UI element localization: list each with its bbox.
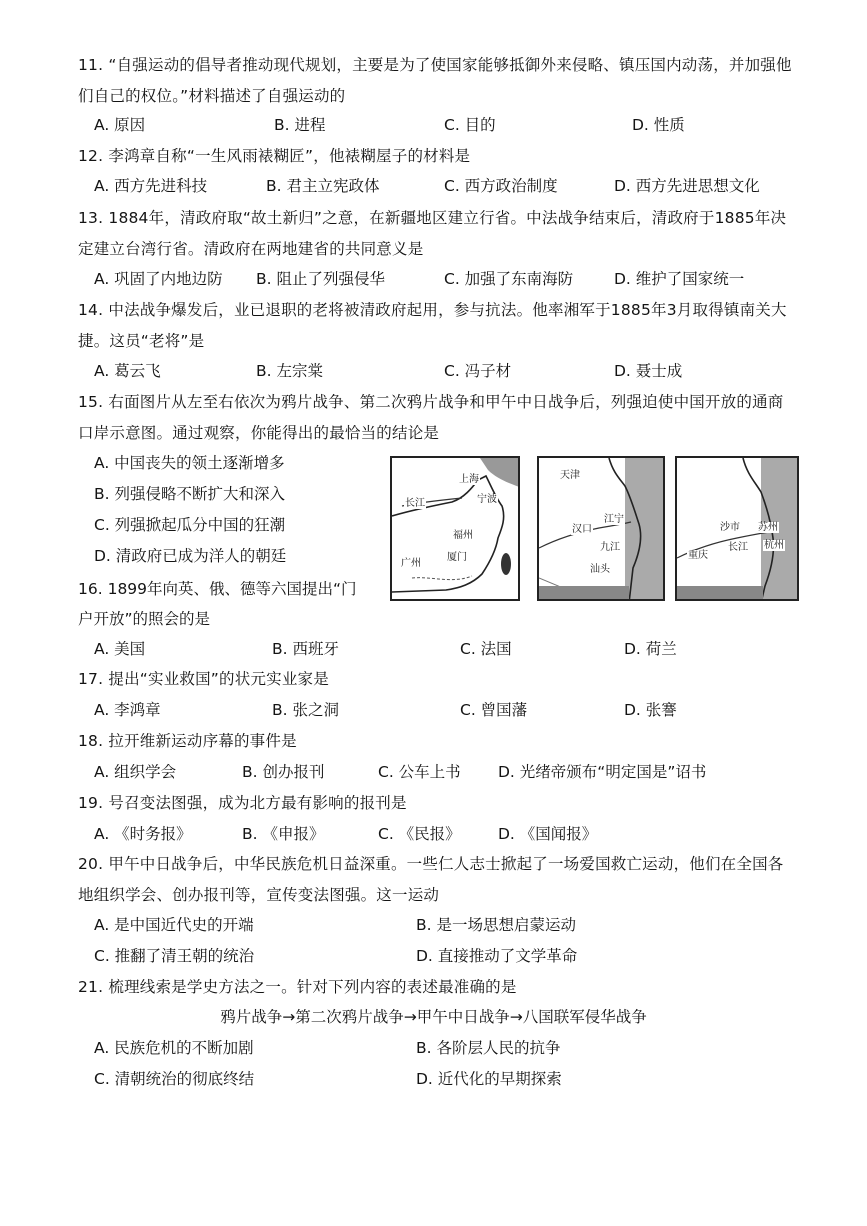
q20-option-a[interactable]: A. 是中国近代史的开端 <box>94 916 254 934</box>
map-1-label-guangzhou: 广州 <box>401 558 421 569</box>
map-1-label-xiamen: 厦门 <box>447 552 467 563</box>
q17-option-a[interactable]: A. 李鸿章 <box>94 701 161 719</box>
question-21-sequence: 鸦片战争→第二次鸦片战争→甲午中日战争→八国联军侵华战争 <box>220 1008 647 1026</box>
map-2-label-hankou: 汉口 <box>572 524 592 535</box>
question-19-stem: 19. 号召变法图强，成为北方最有影响的报刊是 <box>78 794 407 812</box>
q16-option-c[interactable]: C. 法国 <box>460 640 512 658</box>
q16-option-d[interactable]: D. 荷兰 <box>624 640 677 658</box>
q13-option-b[interactable]: B. 阻止了列强侵华 <box>256 270 385 288</box>
q18-option-c[interactable]: C. 公车上书 <box>378 763 461 781</box>
map-3-label-shashi: 沙市 <box>720 522 740 533</box>
q20-option-d[interactable]: D. 直接推动了文学革命 <box>416 947 578 965</box>
q18-option-a[interactable]: A. 组织学会 <box>94 763 177 781</box>
q19-option-c[interactable]: C. 《民报》 <box>378 825 461 843</box>
question-16-stem-line-1: 16. 1899年向英、俄、德等六国提出“门 <box>78 580 357 598</box>
question-11-options <box>94 112 814 138</box>
q15-option-c[interactable]: C. 列强掀起瓜分中国的狂潮 <box>94 516 286 534</box>
question-14-options <box>94 358 814 384</box>
q13-option-a[interactable]: A. 巩固了内地边防 <box>94 270 223 288</box>
question-21-stem: 21. 梳理线索是学史方法之一。针对下列内容的表述最准确的是 <box>78 978 517 996</box>
treaty-ports-map-3 <box>675 456 799 601</box>
question-20-options-row-1 <box>94 912 814 938</box>
question-19-options <box>94 821 814 847</box>
question-14-stem: 14. 中法战争爆发后，业已退职的老将被清政府起用，参与抗法。他率湘军于1885年3月取得镇南关大捷。这员“老将”是 <box>78 301 787 350</box>
question-11-stem: 11. “自强运动的倡导者推动现代规划，主要是为了使国家能够抵御外来侵略、镇压国内动荡，并加强他们自己的权位。”材料描述了自强运动的 <box>78 56 792 105</box>
question-21-options-row-1 <box>94 1035 814 1061</box>
q19-option-d[interactable]: D. 《国闻报》 <box>498 825 598 843</box>
q12-option-b[interactable]: B. 君主立宪政体 <box>266 177 380 195</box>
q19-option-a[interactable]: A. 《时务报》 <box>94 825 192 843</box>
map-2-label-tianjin: 天津 <box>560 470 580 481</box>
q19-option-b[interactable]: B. 《申报》 <box>242 825 325 843</box>
q11-option-c[interactable]: C. 目的 <box>444 116 496 134</box>
question-20-options-row-2 <box>94 943 814 969</box>
treaty-ports-map-2 <box>537 456 665 601</box>
map-2-coastline <box>539 458 665 601</box>
q21-option-a[interactable]: A. 民族危机的不断加剧 <box>94 1039 254 1057</box>
question-18-stem: 18. 拉开维新运动序幕的事件是 <box>78 732 297 750</box>
q12-option-a[interactable]: A. 西方先进科技 <box>94 177 208 195</box>
q13-option-d[interactable]: D. 维护了国家统一 <box>614 270 745 288</box>
question-18-options <box>94 759 814 785</box>
map-3-label-hangzhou: 杭州 <box>764 540 784 551</box>
question-21-options-row-2 <box>94 1066 814 1092</box>
map-3-label-suzhou: 苏州 <box>758 522 778 533</box>
q16-option-a[interactable]: A. 美国 <box>94 640 146 658</box>
question-15-stem: 15. 右面图片从左至右依次为鸦片战争、第二次鸦片战争和甲午中日战争后，列强迫使中国开放的通商口岸示意图。通过观察，你能得出的最恰当的结论是 <box>78 393 784 442</box>
q16-option-b[interactable]: B. 西班牙 <box>272 640 339 658</box>
q14-option-c[interactable]: C. 冯子材 <box>444 362 512 380</box>
q15-option-a[interactable]: A. 中国丧失的领土逐渐增多 <box>94 454 285 472</box>
question-16-stem-line-2: 户开放”的照会的是 <box>78 610 211 628</box>
map-2-label-jiujiang: 九江 <box>600 542 620 553</box>
q11-option-b[interactable]: B. 进程 <box>274 116 326 134</box>
map-3-label-chongqing: 重庆 <box>688 550 708 561</box>
q18-option-b[interactable]: B. 创办报刊 <box>242 763 325 781</box>
q21-option-b[interactable]: B. 各阶层人民的抗争 <box>416 1039 561 1057</box>
map-1-label-ningbo: 宁波 <box>477 494 497 505</box>
q15-option-b[interactable]: B. 列强侵略不断扩大和深入 <box>94 485 285 503</box>
map-1-label-changjiang: 长江 <box>405 498 425 509</box>
q11-option-a[interactable]: A. 原因 <box>94 116 146 134</box>
q17-option-c[interactable]: C. 曾国藩 <box>460 701 528 719</box>
question-13-options <box>94 266 814 292</box>
q15-option-d[interactable]: D. 清政府已成为洋人的朝廷 <box>94 547 287 565</box>
q11-option-d[interactable]: D. 性质 <box>632 116 685 134</box>
map-2-label-shantou: 汕头 <box>590 564 610 575</box>
q13-option-c[interactable]: C. 加强了东南海防 <box>444 270 574 288</box>
question-16-options <box>94 636 814 662</box>
q14-option-a[interactable]: A. 葛云飞 <box>94 362 161 380</box>
map-3-label-changjiang: 长江 <box>728 542 748 553</box>
q12-option-d[interactable]: D. 西方先进思想文化 <box>614 177 760 195</box>
question-17-options <box>94 697 814 723</box>
question-12-options <box>94 173 814 199</box>
map-2-label-jiangning: 江宁 <box>604 514 624 525</box>
q21-option-d[interactable]: D. 近代化的早期探索 <box>416 1070 562 1088</box>
q17-option-b[interactable]: B. 张之洞 <box>272 701 339 719</box>
treaty-ports-map-1 <box>390 456 520 601</box>
map-1-label-fuzhou: 福州 <box>453 530 473 541</box>
q18-option-d[interactable]: D. 光绪帝颁布“明定国是”诏书 <box>498 763 707 781</box>
map-1-label-shanghai: 上海 <box>459 474 479 485</box>
q17-option-d[interactable]: D. 张謇 <box>624 701 677 719</box>
q14-option-d[interactable]: D. 聂士成 <box>614 362 683 380</box>
q14-option-b[interactable]: B. 左宗棠 <box>256 362 323 380</box>
question-20-stem: 20. 甲午中日战争后，中华民族危机日益深重。一些仁人志士掀起了一场爱国救亡运动，他们在全国各地组织学会、创办报刊等，宣传变法图强。这一运动 <box>78 855 784 904</box>
q21-option-c[interactable]: C. 清朝统治的彻底终结 <box>94 1070 255 1088</box>
question-12-stem: 12. 李鸿章自称“一生风雨裱糊匠”，他裱糊屋子的材料是 <box>78 147 471 165</box>
question-17-stem: 17. 提出“实业救国”的状元实业家是 <box>78 670 329 688</box>
q20-option-b[interactable]: B. 是一场思想启蒙运动 <box>416 916 576 934</box>
q20-option-c[interactable]: C. 推翻了清王朝的统治 <box>94 947 255 965</box>
question-13-stem: 13. 1884年，清政府取“故土新归”之意，在新疆地区建立行省。中法战争结束后，清政府于1885年决定建立台湾行省。清政府在两地建省的共同意义是 <box>78 209 787 258</box>
q12-option-c[interactable]: C. 西方政治制度 <box>444 177 558 195</box>
